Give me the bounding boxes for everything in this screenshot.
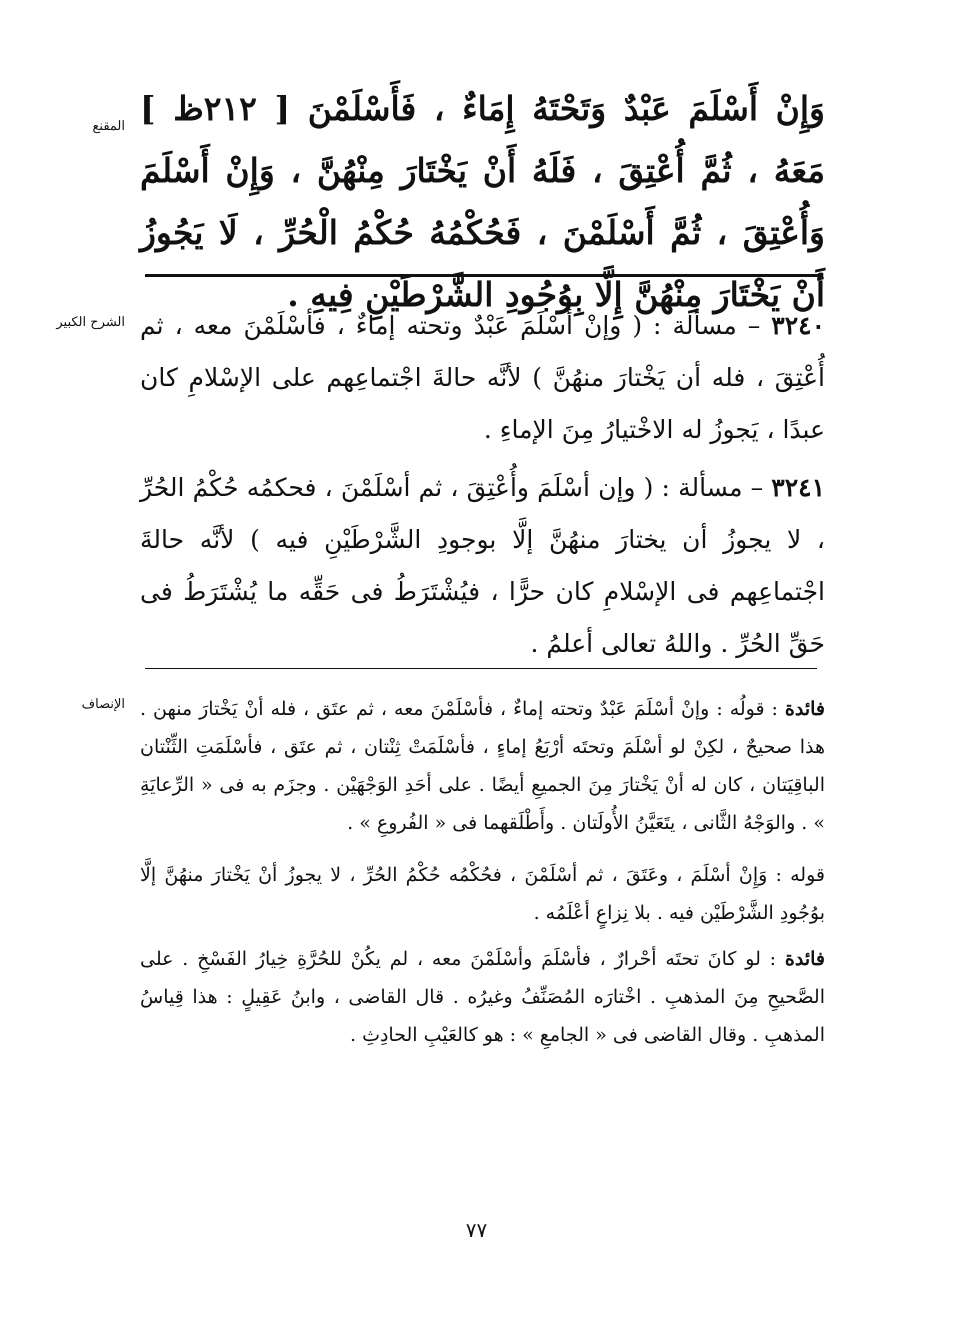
muqni-text: وَإِنْ أَسْلَمَ عَبْدٌ وَتَحْتَهُ إِمَاءٌ ، فَأَسْلَمْنَ [ ٢١٢ظ ] مَعَهُ ، ثُمَّ أُعْتِقَ ، فَلَهُ أَنْ يَخْتَارَ مِنْهُنَّ ، وَإِنْ أَسْلَمَ وَأُعْتِقَ ، ثُمَّ أَسْلَمْنَ ، فَحُكْمُهُ حُكْمُ الْحُرِّ ، لَا يَجُوزُ أَنْ يَخْتَارَ مِنْهُنَّ إِلَّا بِوُجُودِ الشَّرْطَيْنِ فِيهِ . [140,89,825,314]
masala-number: ٣٢٤٠ [771,311,825,340]
insaf-section-label: الإنصاف [81,697,125,712]
masala-text: – مسألة : ( وإن أسْلَمَ وأُعْتِقَ ، ثم أسْلَمْنَ ، فحكمُه حُكْمُ الحُرِّ ، لا يجوزُ أن يختارَ منهُنَّ إلَّا بوجودِ الشَّرْطَيْنِ فيه ) لأنَّه حالةَ اجْتماعِهم فى الإسْلامِ كان حرًّا ، فيُشْتَرَطُ فى حَقِّه ما يُشْتَرَطُ فى حَقِّ الحُرِّ . واللهُ تعالى أعلمُ . [140,473,825,658]
sharh-entry [140,462,825,670]
masala-number: ٣٢٤١ [771,473,825,502]
masala-text: – مسألة : ( وإنْ أسْلَمَ عَبْدٌ وتحته إماءٌ ، فأسْلَمْنَ معه ، ثم أُعْتِقَ ، فله أن يَخْتارَ منهُنَّ ) لأنَّه حالةَ اجْتماعِهم على الإسْلامِ كان عبدًا ، يَجوزُ له الاخْتيارُ مِنَ الإماءِ . [140,311,825,444]
insaf-paragraph-text: : لو كانَ تحتَه أحْرارٌ ، فأسْلَمَ وأسْلَمْنَ معه ، لم يكُنْ للحُرَّةِ خِيارُ الفَسْخِ . على الصَّحيحِ مِنَ المذهبِ . اخْتارَه المُصَنِّفُ وغيرُه . قال القاضى ، وابنُ عَقِيلٍ : هذا قِياسُ المذهبِ . وقال القاضى فى « الجامعِ » : هو كالعَيْبِ الحادِثِ . [140,948,825,1046]
faida-label: فائدة [784,698,825,720]
insaf-paragraph [140,940,825,1054]
faida-label: فائدة [784,948,825,970]
insaf-paragraph [140,856,825,932]
thick-divider [145,274,823,277]
insaf-text-block [140,690,825,1054]
sharh-text-block [140,300,825,670]
sharh-section-label: الشرح الكبير [56,315,125,330]
insaf-paragraph-text: : قولُه : وإنْ أسْلَمَ عَبْدٌ وتحته إماءٌ ، فأسْلَمْنَ معه ، ثم عتَق ، فله أنْ يَخْتارَ منهن . هذا صحيحٌ ، لكِنْ لو أسْلَمَ وتحتَه أرْبَعُ إماءٍ ، فأسْلَمَتْ ثِنْتان ، ثم عتَق ، فأسْلَمَتِ الثِّنْتان الباقِيَتان ، كان له أنْ يَخْتارَ مِنَ الجميعِ أيضًا . على أحَدِ الوَجْهَيْن . وجزَم به فى « الرِّعايَةِ » . والوَجْهُ الثَّانى ، يتَعَيَّنُ الأُولَتان . وأَطْلَقهما فى « الفُروعِ » . [140,698,825,834]
muqni-text-block [140,78,825,326]
sharh-entry [140,300,825,456]
insaf-paragraph-text: قوله : وَإِنْ أسْلَمَ ، وعَتَقَ ، ثم أسْلَمْنَ ، فحُكْمُه حُكْمُ الحُرِّ ، لا يجوزُ أنْ يَخْتارَ منهُنَّ إلَّا بوُجُودِ الشَّرْطَيْن فيه . بلا نِزاعٍ أعْلَمُه . [140,864,825,924]
insaf-paragraph [140,690,825,842]
thin-divider [145,668,817,669]
page-number: ٧٧ [465,1218,488,1242]
muqni-section-label: المقنع [92,119,125,134]
